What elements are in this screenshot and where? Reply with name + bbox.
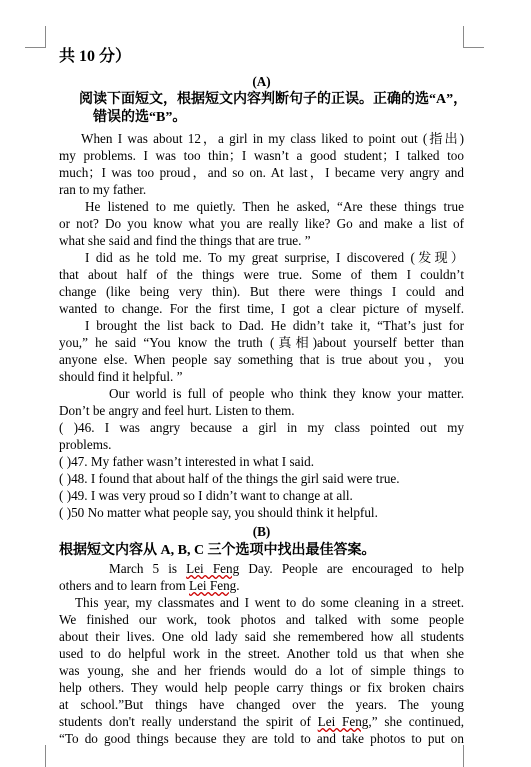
document-body xyxy=(59,47,468,747)
question-46-cont: problems. xyxy=(59,437,112,452)
corner-mark-bottom-right xyxy=(463,745,464,767)
passage-a-line: should find it helpful. ” xyxy=(59,369,183,384)
question-47[interactable]: ( )47. My father wasn’t interested in what I said. xyxy=(59,454,315,469)
corner-mark-top-left-h xyxy=(25,47,46,48)
proper-noun-lei-feng: Lei Feng xyxy=(317,714,369,729)
passage-a-line: He listened to me quietly. Then he asked, “Are these things true xyxy=(85,199,464,214)
question-46[interactable]: ( )46. I was angry because a girl in my class pointed out my xyxy=(59,420,464,435)
text-segment: March 5 is xyxy=(109,561,187,576)
text-segment: Day. People are encouraged to help xyxy=(239,561,464,576)
passage-b-line xyxy=(59,713,464,730)
section-a-label: (A) xyxy=(252,74,271,89)
passage-a-line: anyone else. When people say something that is true about you，you xyxy=(59,352,464,367)
corner-mark-top-right-h xyxy=(463,47,484,48)
corner-mark-top-left xyxy=(45,26,46,48)
passage-a-line: much；I was too proud，and so on. At last，I became very angry and xyxy=(59,165,464,180)
text-segment: ,” she continued, xyxy=(368,714,465,729)
passage-a-line: my problems. I was too thin；I wasn’t a good student；I talked too xyxy=(59,148,464,163)
passage-b-line: at school.”But things have changed over the years. The young xyxy=(59,697,464,712)
score-header: 共 10 分） xyxy=(59,48,132,65)
passage-a-line: you,” he said “You know the truth (真相)about yourself better than xyxy=(59,335,464,350)
passage-a-line: I did as he told me. To my great surprise, I discovered (发现） xyxy=(85,250,464,265)
passage-b-line: “To do good things because they are told to and take photos to put on xyxy=(59,731,464,746)
passage-a-line: what she said and find the things that are true. ” xyxy=(59,233,311,248)
corner-mark-top-right xyxy=(463,26,464,48)
passage-a-line: wanted to change. For the first time, I got a clear picture of myself. xyxy=(59,301,464,316)
passage-a-line: or not? Do you know what you are really like? Go and make a list of xyxy=(59,216,464,231)
text-segment: others and to learn from xyxy=(59,578,190,593)
passage-a-line: Don’t be angry and feel hurt. Listen to them. xyxy=(59,403,295,418)
passage-b-line: used to do helpful work in the street. Another told us that when she xyxy=(59,646,464,661)
passage-a-line: Our world is full of people who think they know your matter. xyxy=(109,386,464,401)
text-segment: . xyxy=(236,578,240,593)
passage-b-line: This year, my classmates and I went to do some cleaning in a street. xyxy=(75,595,464,610)
passage-b-line: about their lives. One old lady said she remembered how all students xyxy=(59,629,464,644)
question-48[interactable]: ( )48. I found that about half of the things the girl said were true. xyxy=(59,471,400,486)
passage-a-line: change (like being very thin). But there were things I could and xyxy=(59,284,464,299)
passage-b-line: was young, she and her friends would do a lot of simple things to xyxy=(59,663,464,678)
section-b-instruction: 根据短文内容从 A, B, C 三个选项中找出最佳答案。 xyxy=(59,543,376,558)
passage-a-line: that about half of the things were true. Some of them I couldn’t xyxy=(59,267,464,282)
section-a-instruction-line-1: 阅读下面短文，根据短文内容判断句子的正误。正确的选“A”， xyxy=(79,92,468,107)
passage-b-line xyxy=(59,560,464,577)
passage-b-line: help others. They would help people carry things or fix broken chairs xyxy=(59,680,464,695)
passage-b-line: We finished our work, took photos and talked with some people xyxy=(59,612,464,627)
passage-b-line xyxy=(59,577,464,594)
corner-mark-bottom-left xyxy=(45,745,46,767)
passage-a-line: When I was about 12，a girl in my class liked to point out (指出) xyxy=(81,131,464,146)
text-segment: students don't really understand the spirit of xyxy=(59,714,318,729)
question-49[interactable]: ( )49. I was very proud so I didn’t want to change at all. xyxy=(59,488,353,503)
proper-noun-lei-feng: Lei Feng xyxy=(189,578,237,593)
proper-noun-lei-feng: Lei Feng xyxy=(186,561,240,576)
question-50[interactable]: ( )50 No matter what people say, you should think it helpful. xyxy=(59,505,378,520)
section-b-label: (B) xyxy=(252,524,271,539)
section-a-instruction-line-2: 错误的选“B”。 xyxy=(93,110,187,125)
passage-a-line: I brought the list back to Dad. He didn’t take it, “That’s just for xyxy=(85,318,464,333)
passage-a-line: ran to my father. xyxy=(59,182,147,197)
